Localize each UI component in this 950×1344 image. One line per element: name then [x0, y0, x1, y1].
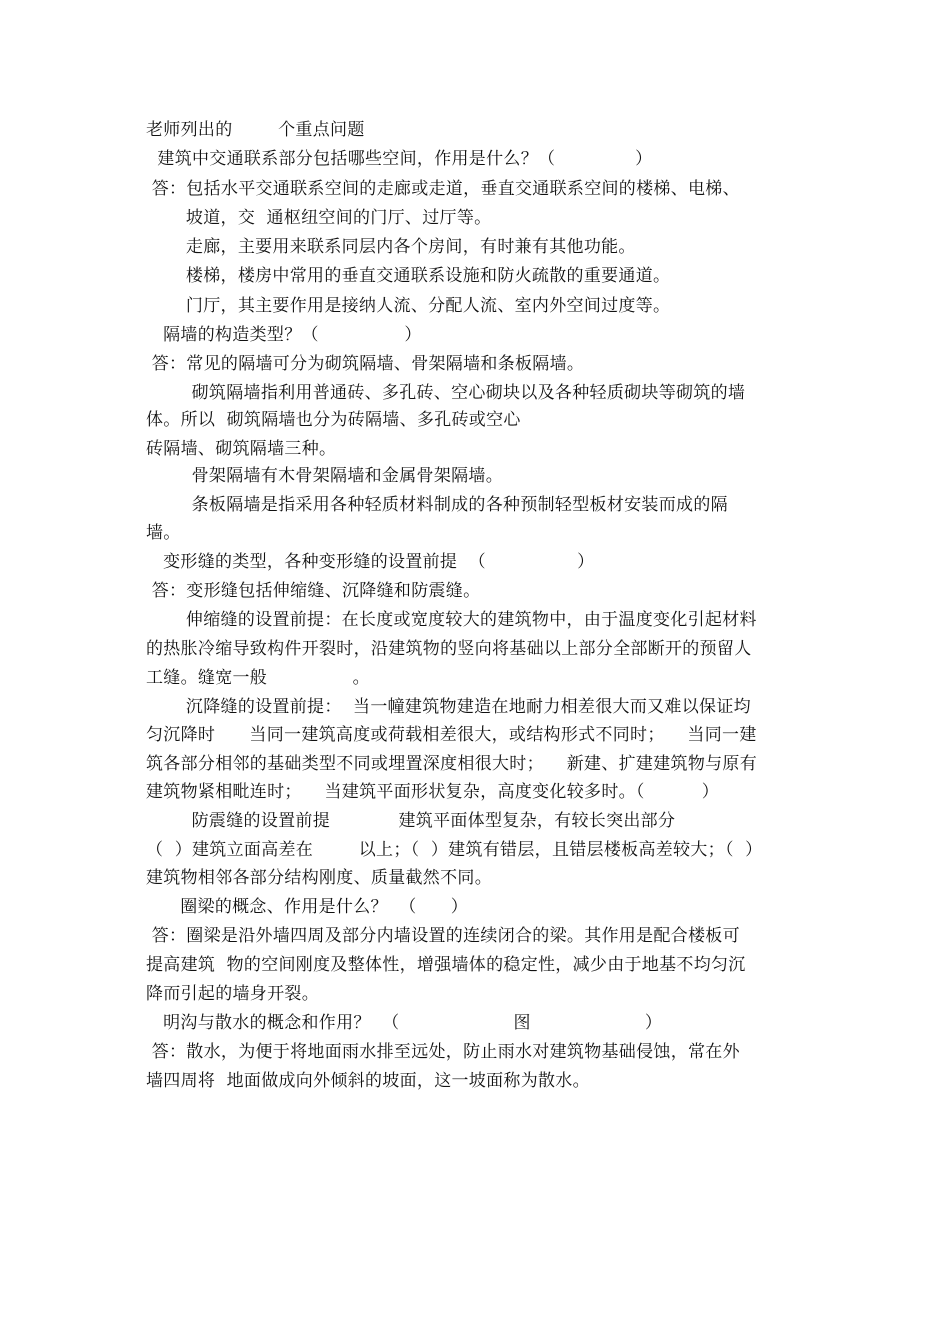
question-line: 明沟与散水的概念和作用？ （ 图 ）	[146, 1013, 663, 1033]
text-line: 防震缝的设置前提 建筑平面体型复杂，有较长突出部分	[146, 811, 676, 831]
answer-line: 答：变形缝包括伸缩缝、沉降缝和防震缝。	[146, 581, 481, 601]
text-line: 的热胀冷缩导致构件开裂时，沿建筑物的竖向将基础以上部分全部断开的预留人	[146, 639, 752, 659]
text-line: 走廊，主要用来联系同层内各个房间，有时兼有其他功能。	[146, 237, 636, 257]
question-line: 建筑中交通联系部分包括哪些空间，作用是什么？（ ）	[146, 149, 653, 169]
text-line: 沉降缝的设置前提： 当一幢建筑物建造在地耐力相差很大而又难以保证均	[146, 697, 751, 717]
text-line: 伸缩缝的设置前提：在长度或宽度较大的建筑物中，由于温度变化引起材料	[146, 610, 757, 630]
answer-line: 答：包括水平交通联系空间的走廊或走道，垂直交通联系空间的楼梯、电梯、	[146, 179, 740, 199]
text-line: 条板隔墙是指采用各种轻质材料制成的各种预制轻型板材安装而成的隔	[146, 495, 728, 515]
text-line: 降而引起的墙身开裂。	[146, 984, 319, 1004]
text-line: 楼梯，楼房中常用的垂直交通联系设施和防火疏散的重要通道。	[146, 266, 671, 286]
text-line: 砖隔墙、砌筑隔墙三种。	[146, 439, 337, 459]
answer-line: 答：圈梁是沿外墙四周及部分内墙设置的连续闭合的梁。其作用是配合楼板可	[146, 926, 740, 946]
question-line: 变形缝的类型，各种变形缝的设置前提 （ ）	[146, 552, 595, 572]
text-line: 工缝。缝宽一般 。	[146, 668, 370, 688]
text-line: 体。所以 砌筑隔墙也分为砖隔墙、多孔砖或空心	[146, 410, 521, 430]
text-line: 坡道，交 通枢纽空间的门厅、过厅等。	[146, 208, 492, 228]
text-line: 墙四周将 地面做成向外倾斜的坡面，这一坡面称为散水。	[146, 1071, 590, 1091]
question-line: 隔墙的构造类型？（ ）	[146, 325, 422, 345]
text-line: （ ）建筑立面高差在 以上；（ ）建筑有错层，且错层楼板高差较大；（ ）	[146, 840, 763, 860]
text-line: 建筑物相邻各部分结构刚度、质量截然不同。	[146, 868, 492, 888]
text-line: 建筑物紧相毗连时； 当建筑平面形状复杂，高度变化较多时。（ ）	[146, 782, 720, 802]
question-line: 圈梁的概念、作用是什么？ （ ）	[146, 897, 469, 917]
text-line: 提高建筑 物的空间刚度及整体性，增强墙体的稳定性，减少由于地基不均匀沉	[146, 955, 746, 975]
text-line: 匀沉降时 当同一建筑高度或荷载相差很大，或结构形式不同时； 当同一建	[146, 725, 757, 745]
text-line: 筑各部分相邻的基础类型不同或埋置深度相很大时； 新建、扩建建筑物与原有	[146, 754, 758, 774]
answer-line: 答：散水，为便于将地面雨水排至远处，防止雨水对建筑物基础侵蚀，常在外	[146, 1042, 740, 1062]
text-line: 骨架隔墙有木骨架隔墙和金属骨架隔墙。	[146, 466, 504, 486]
answer-line: 答：常见的隔墙可分为砌筑隔墙、骨架隔墙和条板隔墙。	[146, 354, 585, 374]
document-title: 老师列出的 个重点问题	[146, 120, 365, 140]
text-line: 门厅，其主要作用是接纳人流、分配人流、室内外空间过度等。	[146, 296, 671, 316]
text-line: 砌筑隔墙指利用普通砖、多孔砖、空心砌块以及各种轻质砌块等砌筑的墙	[146, 383, 746, 403]
text-line: 墙。	[146, 523, 181, 543]
